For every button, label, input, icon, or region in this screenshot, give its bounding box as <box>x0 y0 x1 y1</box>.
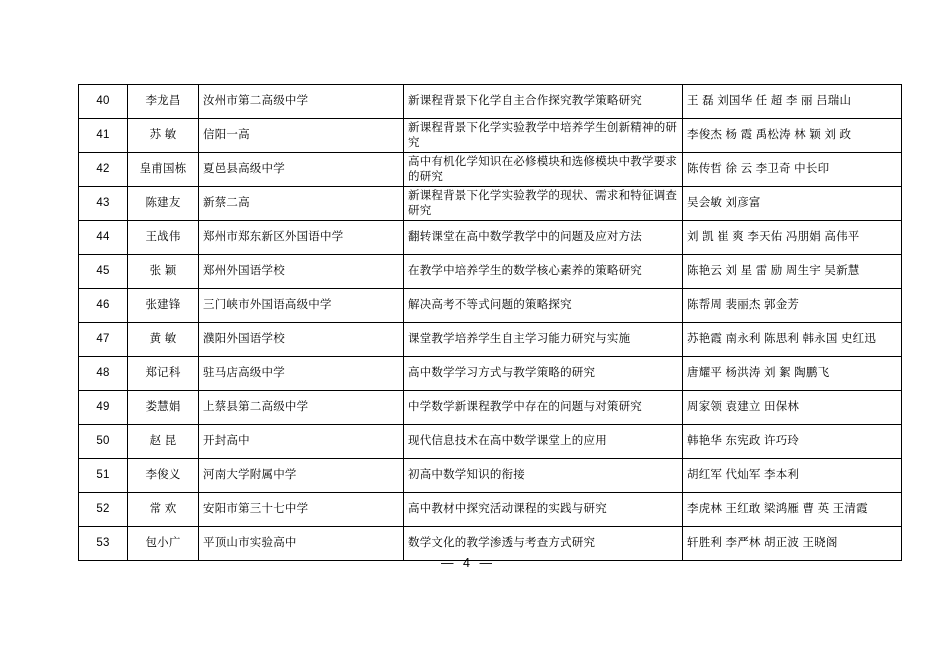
cell-number: 53 <box>79 527 128 561</box>
cell-number: 44 <box>79 221 128 255</box>
cell-topic: 新课程背景下化学自主合作探究教学策略研究 <box>404 85 683 119</box>
cell-members: 韩艳华 东宪政 许巧玲 <box>683 425 902 459</box>
cell-members: 唐耀平 杨洪涛 刘 絮 陶鹏飞 <box>683 357 902 391</box>
cell-topic: 新课程背景下化学实验教学中培养学生创新精神的研究 <box>404 119 683 153</box>
cell-name: 包小广 <box>128 527 199 561</box>
cell-name: 赵 昆 <box>128 425 199 459</box>
table-row <box>79 153 902 187</box>
cell-school: 河南大学附属中学 <box>199 459 404 493</box>
cell-members: 胡红军 代灿军 李本利 <box>683 459 902 493</box>
cell-topic: 高中有机化学知识在必修模块和选修模块中教学要求的研究 <box>404 153 683 187</box>
cell-number: 45 <box>79 255 128 289</box>
cell-members: 陈帮周 裴丽杰 郭金芳 <box>683 289 902 323</box>
cell-number: 47 <box>79 323 128 357</box>
cell-name: 郑记科 <box>128 357 199 391</box>
cell-members: 李俊杰 杨 霞 禹松涛 林 颖 刘 政 <box>683 119 902 153</box>
cell-members: 吴会敏 刘彦富 <box>683 187 902 221</box>
cell-number: 40 <box>79 85 128 119</box>
cell-number: 46 <box>79 289 128 323</box>
table-row <box>79 221 902 255</box>
cell-members: 陈传哲 徐 云 李卫奇 中长印 <box>683 153 902 187</box>
table-row <box>79 119 902 153</box>
cell-school: 信阳一高 <box>199 119 404 153</box>
table-row <box>79 255 902 289</box>
cell-number: 52 <box>79 493 128 527</box>
cell-members: 李虎林 王红敢 梁鸿雁 曹 英 王清霞 <box>683 493 902 527</box>
cell-school: 汝州市第二高级中学 <box>199 85 404 119</box>
page-number: — 4 — <box>441 556 495 570</box>
cell-name: 张建锋 <box>128 289 199 323</box>
table-row <box>79 289 902 323</box>
cell-topic: 高中数学学习方式与教学策略的研究 <box>404 357 683 391</box>
cell-name: 常 欢 <box>128 493 199 527</box>
cell-members: 陈艳云 刘 星 雷 励 周生宇 吴新慧 <box>683 255 902 289</box>
cell-name: 娄慧娟 <box>128 391 199 425</box>
cell-name: 李龙昌 <box>128 85 199 119</box>
cell-number: 50 <box>79 425 128 459</box>
table-row <box>79 85 902 119</box>
table-row <box>79 493 902 527</box>
cell-number: 51 <box>79 459 128 493</box>
cell-topic: 高中教材中探究活动课程的实践与研究 <box>404 493 683 527</box>
cell-number: 43 <box>79 187 128 221</box>
cell-members: 轩胜利 李严林 胡正波 王晓阁 <box>683 527 902 561</box>
cell-school: 郑州外国语学校 <box>199 255 404 289</box>
cell-name: 张 颖 <box>128 255 199 289</box>
table-row <box>79 425 902 459</box>
cell-members: 王 磊 刘国华 任 超 李 丽 吕瑞山 <box>683 85 902 119</box>
table-row <box>79 323 902 357</box>
cell-topic: 在教学中培养学生的数学核心素养的策略研究 <box>404 255 683 289</box>
cell-topic: 新课程背景下化学实验教学的现状、需求和特征调查研究 <box>404 187 683 221</box>
cell-number: 42 <box>79 153 128 187</box>
cell-number: 41 <box>79 119 128 153</box>
cell-topic: 翻转课堂在高中数学教学中的问题及应对方法 <box>404 221 683 255</box>
cell-number: 48 <box>79 357 128 391</box>
cell-topic: 解决高考不等式问题的策略探究 <box>404 289 683 323</box>
cell-name: 李俊义 <box>128 459 199 493</box>
cell-name: 苏 敏 <box>128 119 199 153</box>
cell-school: 三门峡市外国语高级中学 <box>199 289 404 323</box>
cell-school: 安阳市第三十七中学 <box>199 493 404 527</box>
cell-topic: 现代信息技术在高中数学课堂上的应用 <box>404 425 683 459</box>
cell-school: 开封高中 <box>199 425 404 459</box>
cell-school: 濮阳外国语学校 <box>199 323 404 357</box>
cell-members: 刘 凯 崔 爽 李天佑 冯朋娟 高伟平 <box>683 221 902 255</box>
cell-topic: 课堂教学培养学生自主学习能力研究与实施 <box>404 323 683 357</box>
cell-members: 苏艳霞 南永利 陈思利 韩永国 史红迅 <box>683 323 902 357</box>
cell-members: 周家领 袁建立 田保林 <box>683 391 902 425</box>
cell-topic: 中学数学新课程教学中存在的问题与对策研究 <box>404 391 683 425</box>
table-body <box>79 85 902 561</box>
cell-name: 陈建友 <box>128 187 199 221</box>
cell-school: 新蔡二高 <box>199 187 404 221</box>
cell-name: 皇甫国栋 <box>128 153 199 187</box>
cell-school: 郑州市郑东新区外国语中学 <box>199 221 404 255</box>
table-row <box>79 391 902 425</box>
table-row <box>79 187 902 221</box>
cell-school: 上蔡县第二高级中学 <box>199 391 404 425</box>
cell-school: 平顶山市实验高中 <box>199 527 404 561</box>
cell-school: 驻马店高级中学 <box>199 357 404 391</box>
table-row <box>79 357 902 391</box>
project-list-table <box>78 84 902 561</box>
table-row <box>79 459 902 493</box>
cell-topic: 初高中数学知识的衔接 <box>404 459 683 493</box>
cell-school: 夏邑县高级中学 <box>199 153 404 187</box>
cell-name: 王战伟 <box>128 221 199 255</box>
cell-name: 黄 敏 <box>128 323 199 357</box>
cell-topic: 数学文化的教学渗透与考查方式研究 <box>404 527 683 561</box>
cell-number: 49 <box>79 391 128 425</box>
